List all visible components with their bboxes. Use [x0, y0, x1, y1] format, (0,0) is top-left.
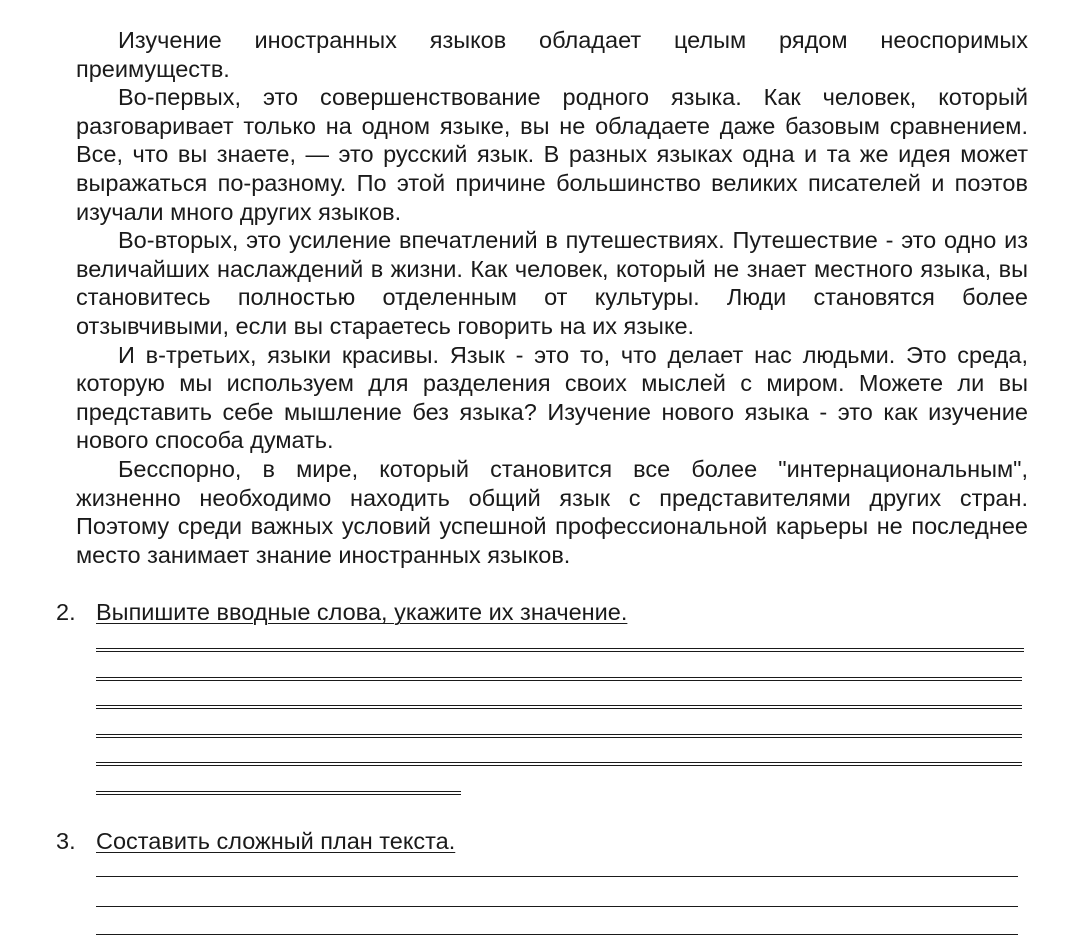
task-3-title: Составить сложный план текста.	[96, 828, 456, 854]
answer-line[interactable]	[96, 762, 1022, 766]
paragraph-second: Во-вторых, это усиление впечатлений в путешествиях. Путешествие - это одно из величайших наслаждений в жизни. Как человек, который не знает местного языка, вы становитесь полностью отделенным от культуры. Люди становятся более отзывчивыми, если вы стараетесь говорить на их языке.	[76, 227, 1028, 339]
task-3-number: 3.	[56, 828, 76, 854]
answer-line[interactable]	[96, 905, 1018, 907]
paragraph-first: Во-первых, это совершенствование родного языка. Как человек, который разговаривает только на одном языке, вы не обладаете даже базовым сравнением. Все, что вы знаете, — это русский язык. В разных языках одна и та же идея может выражаться по-разному. По этой причине большинство великих писателей и поэтов изучали много других языков.	[76, 84, 1028, 225]
task-2-number: 2.	[56, 599, 76, 625]
paragraph-conclusion: Бесспорно, в мире, который становится все более "интернациональным", жизненно необходимо находить общий язык с представителями других стран. Поэтому среди важных условий успешной профессиональной карьеры не последнее место занимает знание иностранных языков.	[76, 455, 1028, 568]
answer-line[interactable]	[96, 933, 1018, 935]
paragraph-third: И в-третьих, языки красивы. Язык - это то, что делает нас людьми. Это среда, которую мы используем для разделения своих мыслей с миром. Можете ли вы представить себе мышление без языка? Изучение нового языка - это как изучение нового способа думать.	[76, 341, 1028, 454]
answer-line[interactable]	[96, 677, 1022, 681]
answer-line[interactable]	[96, 705, 1022, 709]
task-2	[56, 598, 627, 626]
answer-line[interactable]	[96, 875, 1018, 877]
answer-line[interactable]	[96, 791, 461, 795]
task-2-title: Выпишите вводные слова, укажите их значение.	[96, 599, 628, 625]
paragraph-intro: Изучение иностранных языков обладает целым рядом неоспоримых преимуществ.	[76, 27, 1028, 82]
answer-line[interactable]	[96, 648, 1024, 652]
reading-text	[76, 26, 1028, 569]
answer-line[interactable]	[96, 734, 1022, 738]
task-3	[56, 827, 455, 855]
